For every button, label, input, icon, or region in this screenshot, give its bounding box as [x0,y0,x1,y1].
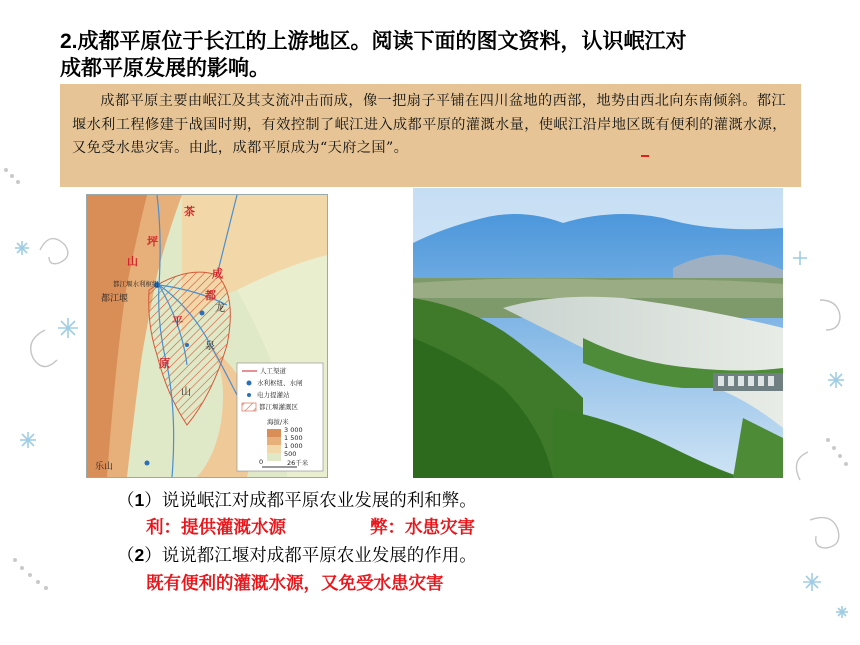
passage-text-2: 。由此，成都平原成为“天府之国”。 [174,140,409,156]
answer-1-con: 弊：水患灾害 [370,518,475,538]
question-2-text: 说说都江堰对成都平原农业发展的作用。 [161,546,477,566]
answer-1-pro: 利：提供灌溉水源 [146,518,286,538]
map-label-quan: 泉 [205,341,215,352]
passage-highlight-text: 既有便利的灌溉水源，又免受水患灾害 [72,116,787,156]
legend-elev-title: 海拔/米 [267,418,289,426]
passage-text-1: 成都平原主要由岷江及其支流冲击而成，像一把扇子平铺在四川盆地的西部，地势由西北向东南倾斜。都江堰水利工程修建于战国时期，有效控制了岷江进入成都平原的灌溉水量，使岷江沿岸地区 [72,93,787,133]
title-line-2: 成都平原发展的影响。 [60,56,270,80]
dujiangyan-photo [413,188,783,478]
question-2: （2）说说都江堰对成都平原农业发展的作用。 [117,545,477,566]
chengdu-plain-map [86,194,328,478]
legend-hub: 水利枢纽、水闸 [257,379,303,387]
map-label-shan: 山 [127,255,138,268]
question-1: （1）说说岷江对成都平原农业发展的利和弊。 [117,490,477,511]
map-label-du: 都 [205,289,216,302]
legend-canal: 人工渠道 [260,367,286,375]
question-1-number: 1 [134,490,145,510]
map-label-ping: 坪 [147,235,158,248]
legend-station: 电力提灌站 [257,391,290,399]
map-label-leshan: 乐山 [95,462,114,472]
legend-elev-500: 500 [284,450,297,458]
legend-elev-1500: 1 500 [284,434,303,442]
title-line-1: 成都平原位于长江的上游地区。阅读下面的图文资料，认识岷江对 [77,29,687,53]
answer-2: 既有便利的灌溉水源，又免受水患灾害 [146,574,444,594]
map-label-cha: 茶 [184,205,195,218]
map-label-shan2: 山 [181,387,191,398]
map-label-hub: 都江堰水利枢纽 [113,280,159,288]
legend-scale: 26千米 [287,459,309,467]
question-2-number: 2 [134,545,145,565]
legend-elev-1000: 1 000 [284,442,303,450]
red-underline [641,155,649,157]
legend-scale-zero: 0 [259,458,264,466]
legend-irrigation: 都江堰灌溉区 [259,403,298,411]
reading-passage [60,84,801,187]
map-label-cheng: 成 [212,267,223,280]
map-label-dujiangyan: 都江堰 [101,294,129,304]
question-number: 2. [60,30,78,53]
legend-elev-3000: 3 000 [284,426,303,434]
map-label-yuan: 原 [159,357,170,370]
photo-graphic [413,188,783,478]
question-title [60,28,800,81]
question-1-text: 说说岷江对成都平原农业发展的利和弊。 [161,491,477,511]
map-label-ping2: 平 [172,315,183,328]
map-label-long: 龙 [215,303,225,314]
